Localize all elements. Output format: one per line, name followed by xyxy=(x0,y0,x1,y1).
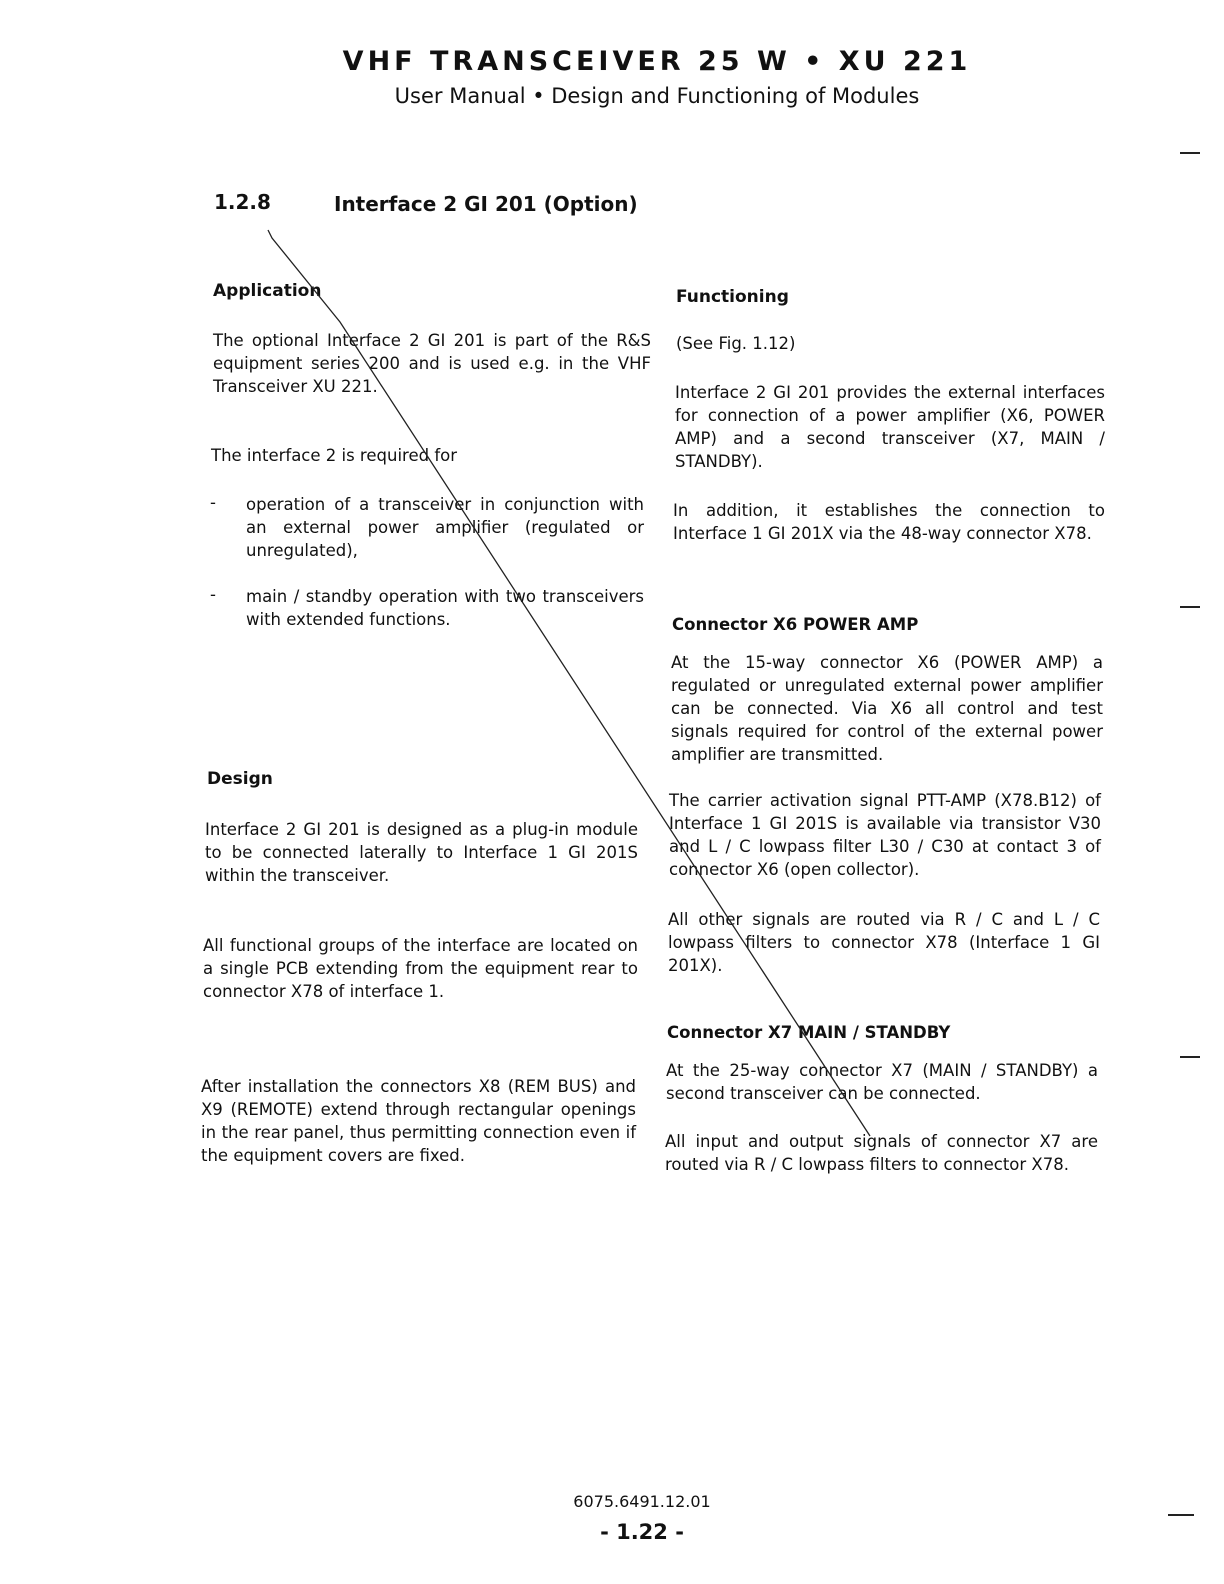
x6-paragraph-2: The carrier activation signal PTT-AMP (X78.B12) of Interface 1 GI 201S is available via transistor V30 and L / C lowpass filter L30 / C30 at contact 3 of connector X6 (open collector). xyxy=(669,791,1101,879)
x7-paragraph-1: At the 25-way connector X7 (MAIN / STANDBY) a second transceiver can be connected. xyxy=(666,1061,1098,1103)
design-paragraph-3: After installation the connectors X8 (REM BUS) and X9 (REMOTE) extend through rectangular openings in the rear panel, thus permitting connection even if the equipment covers are fixed. xyxy=(201,1077,636,1165)
bullet-dash: - xyxy=(210,585,216,604)
bullet-item-power-amplifier: operation of a transceiver in conjunction with an external power amplifier (regulated or unregulated), xyxy=(246,495,644,560)
functioning-paragraph-1: Interface 2 GI 201 provides the external interfaces for connection of a power amplifier (X6, POWER AMP) and a second transceiver (X7, MAIN / STANDBY). xyxy=(675,383,1105,471)
design-paragraph-1: Interface 2 GI 201 is designed as a plug-in module to be connected laterally to Interface 1 GI 201S within the transceiver. xyxy=(205,820,638,885)
section-number: 1.2.8 xyxy=(214,190,271,214)
bullet-item-main-standby: main / standby operation with two transceivers with extended functions. xyxy=(246,587,644,629)
document-title: VHF TRANSCEIVER 25 W • XU 221 xyxy=(342,46,972,77)
x6-paragraph-1: At the 15-way connector X6 (POWER AMP) a regulated or unregulated external power amplifier can be connected. Via X6 all control and test signals required for control of the external power amplifier are transmitted. xyxy=(671,653,1103,764)
page-number: - 1.22 - xyxy=(600,1520,684,1544)
functioning-heading: Functioning xyxy=(676,287,789,307)
document-subtitle: User Manual • Design and Functioning of Modules xyxy=(394,84,920,108)
design-heading: Design xyxy=(207,769,273,789)
required-intro: The interface 2 is required for xyxy=(211,446,458,465)
x6-heading: Connector X6 POWER AMP xyxy=(672,615,919,634)
document-number: 6075.6491.12.01 xyxy=(573,1492,711,1511)
x7-heading: Connector X7 MAIN / STANDBY xyxy=(667,1023,951,1042)
functioning-paragraph-2: In addition, it establishes the connection to Interface 1 GI 201X via the 48-way connector X78. xyxy=(673,501,1105,543)
application-paragraph: The optional Interface 2 GI 201 is part of the R&S equipment series 200 and is used e.g. in the VHF Transceiver XU 221. xyxy=(213,331,651,396)
design-paragraph-2: All functional groups of the interface are located on a single PCB extending from the equipment rear to connector X78 of interface 1. xyxy=(203,936,638,1001)
x6-paragraph-3: All other signals are routed via R / C and L / C lowpass filters to connector X78 (Interface 1 GI 201X). xyxy=(668,910,1100,975)
section-title: Interface 2 GI 201 (Option) xyxy=(334,192,638,216)
bullet-dash: - xyxy=(210,493,216,512)
pen-stroke-line xyxy=(268,230,870,1136)
x7-paragraph-2: All input and output signals of connector X7 are routed via R / C lowpass filters to connector X78. xyxy=(665,1132,1098,1174)
application-heading: Application xyxy=(213,281,322,301)
see-figure-reference: (See Fig. 1.12) xyxy=(676,334,796,353)
